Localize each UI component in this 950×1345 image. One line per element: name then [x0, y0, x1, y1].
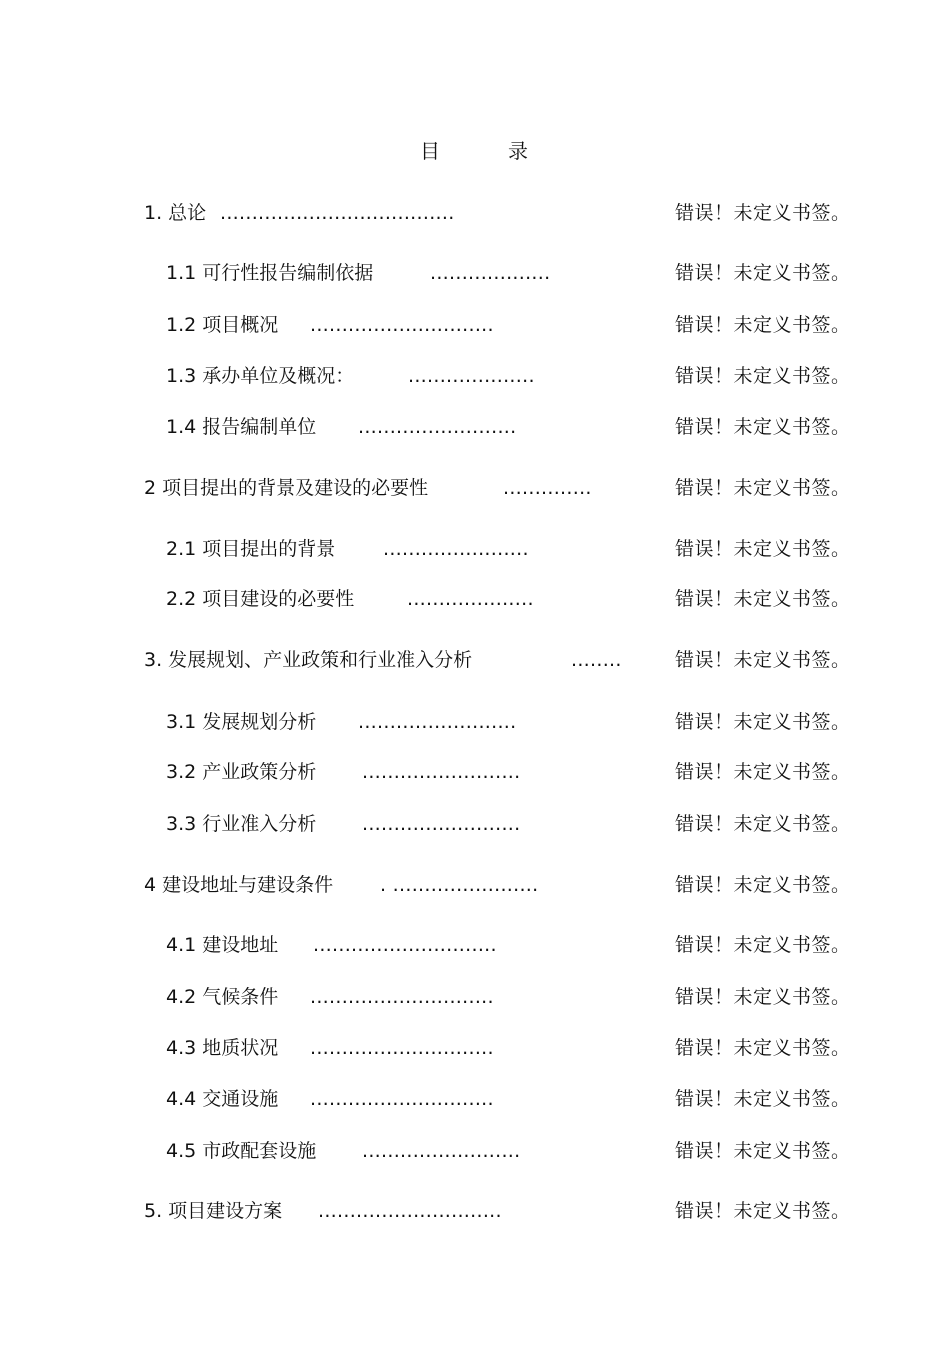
toc-entry-leader: ............................. [310, 1088, 494, 1110]
toc-entry-page-ref: 错误！未定义书签。 [675, 813, 851, 835]
toc-entry-label: 4.4 交通设施 [166, 1088, 279, 1110]
toc-entry-leader: ......................... [362, 813, 521, 835]
toc-entry-leader: .................... [407, 588, 534, 610]
toc-entry-4-2[interactable] [0, 982, 950, 1012]
toc-entry-leader: ................... [430, 262, 551, 284]
toc-entry-label: 4.3 地质状况 [166, 1037, 279, 1059]
toc-entry-page-ref: 错误！未定义书签。 [675, 934, 851, 956]
toc-entry-label: 4.1 建设地址 [166, 934, 279, 956]
toc-entry-page-ref: 错误！未定义书签。 [675, 538, 851, 560]
toc-entry-page-ref: 错误！未定义书签。 [675, 711, 851, 733]
toc-entry-leader: ............................. [310, 314, 494, 336]
toc-entry-label: 4 建设地址与建设条件 [144, 874, 334, 896]
toc-entry-page-ref: 错误！未定义书签。 [675, 1037, 851, 1059]
toc-entry-4-3[interactable] [0, 1033, 950, 1063]
toc-entry-label: 1.2 项目概况 [166, 314, 279, 336]
toc-entry-leader: ........ [571, 649, 622, 671]
toc-entry-3-1[interactable] [0, 707, 950, 737]
toc-entry-label: 3.1 发展规划分析 [166, 711, 317, 733]
toc-entry-page-ref: 错误！未定义书签。 [675, 314, 851, 336]
toc-entry-1[interactable] [0, 198, 950, 228]
toc-entry-label: 2.1 项目提出的背景 [166, 538, 336, 560]
toc-entry-leader: ......................... [362, 1140, 521, 1162]
toc-entry-label: 5. 项目建设方案 [144, 1200, 283, 1222]
toc-entry-page-ref: 错误！未定义书签。 [675, 202, 851, 224]
toc-entry-label: 1.3 承办单位及概况： [166, 365, 355, 387]
toc-entry-4[interactable] [0, 870, 950, 900]
toc-entry-leader: ............................. [310, 986, 494, 1008]
toc-entry-leader: ......................... [362, 761, 521, 783]
toc-entry-leader: ............................. [310, 1037, 494, 1059]
toc-entry-1-2[interactable] [0, 310, 950, 340]
toc-entry-label: 4.5 市政配套设施 [166, 1140, 317, 1162]
toc-entry-page-ref: 错误！未定义书签。 [675, 262, 851, 284]
toc-entry-page-ref: 错误！未定义书签。 [675, 477, 851, 499]
toc-entry-3[interactable] [0, 645, 950, 675]
toc-entry-2-1[interactable] [0, 534, 950, 564]
toc-entry-1-3[interactable] [0, 361, 950, 391]
toc-entry-3-3[interactable] [0, 809, 950, 839]
toc-entry-label: 3.2 产业政策分析 [166, 761, 317, 783]
toc-entry-page-ref: 错误！未定义书签。 [675, 761, 851, 783]
toc-entry-label: 3. 发展规划、产业政策和行业准入分析 [144, 649, 473, 671]
toc-entry-leader: . ....................... [380, 874, 539, 896]
toc-entry-leader: ..................................... [220, 202, 455, 224]
toc-entry-page-ref: 错误！未定义书签。 [675, 1140, 851, 1162]
toc-entry-1-1[interactable] [0, 258, 950, 288]
toc-entry-leader: ............................. [318, 1200, 502, 1222]
toc-entry-page-ref: 错误！未定义书签。 [675, 874, 851, 896]
toc-entry-leader: .............. [503, 477, 592, 499]
toc-entry-1-4[interactable] [0, 412, 950, 442]
toc-entry-label: 4.2 气候条件 [166, 986, 279, 1008]
toc-entry-2[interactable] [0, 473, 950, 503]
toc-entry-page-ref: 错误！未定义书签。 [675, 416, 851, 438]
toc-entry-page-ref: 错误！未定义书签。 [675, 986, 851, 1008]
toc-entry-4-4[interactable] [0, 1084, 950, 1114]
toc-entry-page-ref: 错误！未定义书签。 [675, 365, 851, 387]
toc-entry-leader: .................... [408, 365, 535, 387]
toc-entry-leader: ............................. [313, 934, 497, 956]
toc-entry-2-2[interactable] [0, 584, 950, 614]
toc-entry-page-ref: 错误！未定义书签。 [675, 1200, 851, 1222]
toc-entry-page-ref: 错误！未定义书签。 [675, 649, 851, 671]
toc-entry-label: 2 项目提出的背景及建设的必要性 [144, 477, 429, 499]
toc-title: 目 录 [420, 139, 530, 163]
toc-entry-label: 1.1 可行性报告编制依据 [166, 262, 374, 284]
toc-entry-leader: ....................... [383, 538, 529, 560]
toc-entry-leader: ......................... [358, 711, 517, 733]
toc-entry-label: 1.4 报告编制单位 [166, 416, 317, 438]
toc-entry-4-5[interactable] [0, 1136, 950, 1166]
toc-entry-leader: ......................... [358, 416, 517, 438]
toc-entry-page-ref: 错误！未定义书签。 [675, 1088, 851, 1110]
toc-entry-label: 2.2 项目建设的必要性 [166, 588, 355, 610]
toc-entry-page-ref: 错误！未定义书签。 [675, 588, 851, 610]
toc-entry-4-1[interactable] [0, 930, 950, 960]
toc-entry-label: 3.3 行业准入分析 [166, 813, 317, 835]
toc-entry-5[interactable] [0, 1196, 950, 1226]
toc-entry-3-2[interactable] [0, 757, 950, 787]
toc-entry-label: 1. 总论 [144, 202, 207, 224]
